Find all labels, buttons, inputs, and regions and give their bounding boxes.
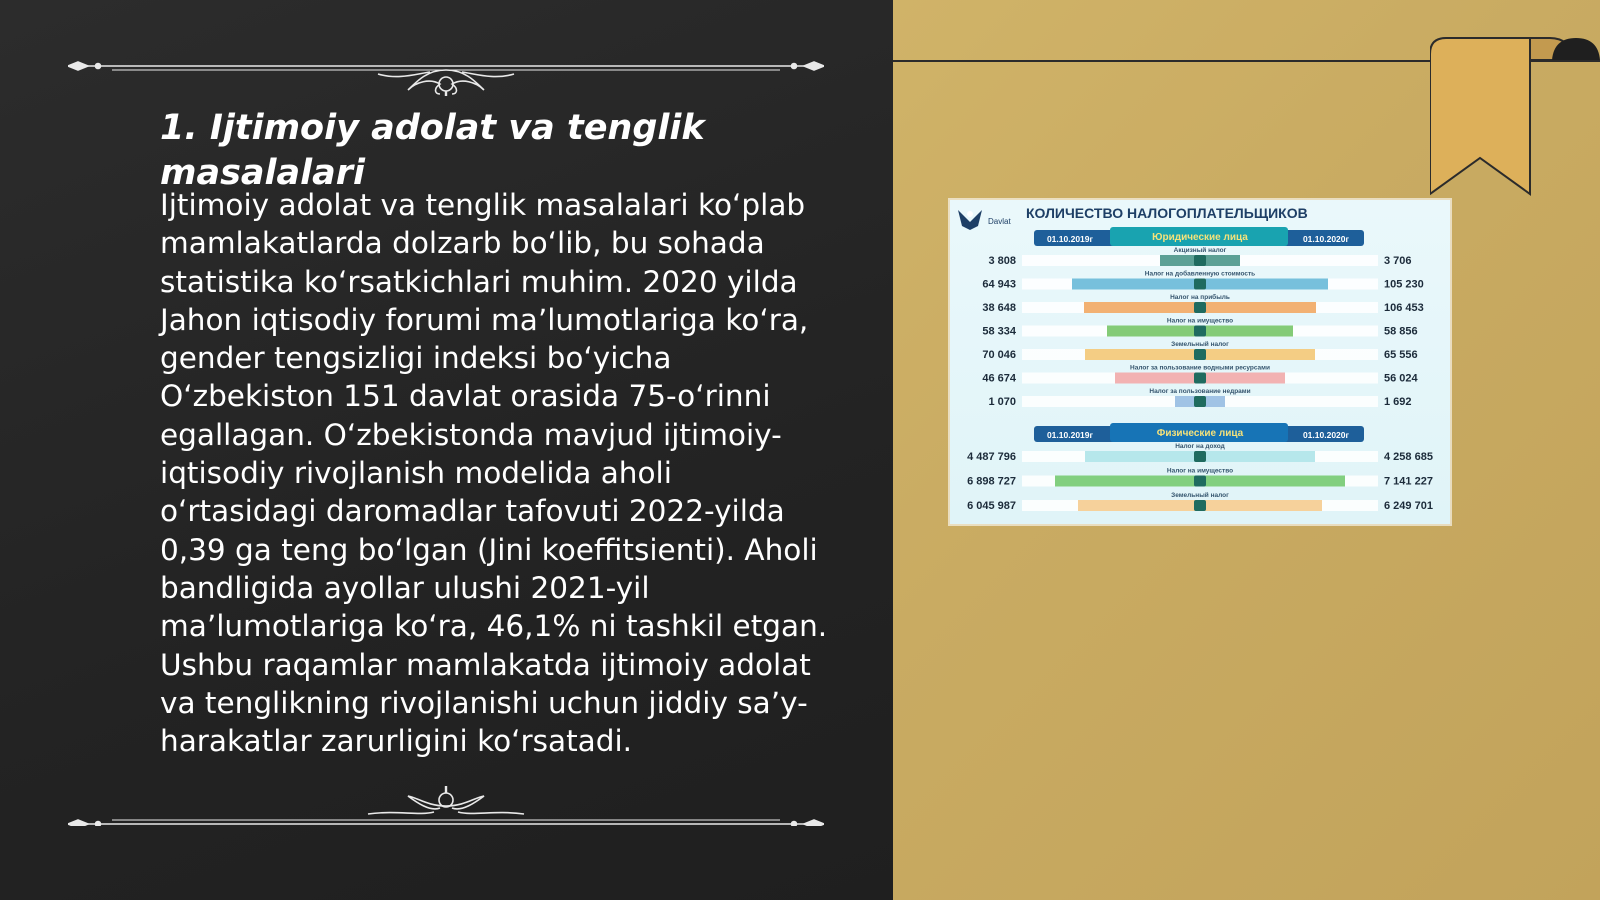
taxpayers-infographic bbox=[950, 200, 1450, 524]
infographic-title: КОЛИЧЕСТВО НАЛОГОПЛАТЕЛЬЩИКОВ bbox=[1026, 205, 1308, 221]
value-2020: 56 024 bbox=[1384, 372, 1418, 385]
ornament-divider-bottom bbox=[68, 770, 824, 826]
date-right-legal: 01.10.2020г bbox=[1302, 234, 1350, 244]
coins-icon bbox=[1194, 302, 1206, 313]
value-2020: 3 706 bbox=[1384, 255, 1412, 267]
row-label: Налог на доход bbox=[1175, 443, 1225, 450]
section-title-individuals: Физические лица bbox=[1156, 428, 1244, 439]
date-right-individuals: 01.10.2020г bbox=[1302, 430, 1350, 440]
row-label: Налог на имущество bbox=[1166, 467, 1234, 475]
logo-icon bbox=[958, 210, 982, 230]
row-label: Налог на прибыль bbox=[1170, 294, 1230, 301]
value-2019: 46 674 bbox=[982, 372, 1016, 385]
value-2019: 3 808 bbox=[988, 255, 1016, 267]
row-label: Налог за пользование недрами bbox=[1149, 388, 1251, 395]
bookmark-ribbon-icon bbox=[1430, 34, 1600, 204]
row-label: Акцизный налог bbox=[1173, 247, 1227, 254]
field-icon bbox=[1194, 500, 1206, 511]
building-icon bbox=[1194, 326, 1206, 337]
tax-rows bbox=[967, 246, 1433, 512]
value-2019: 4 487 796 bbox=[967, 451, 1016, 463]
value-2019: 6 898 727 bbox=[967, 475, 1016, 488]
house-icon bbox=[1194, 476, 1206, 487]
wallet-icon bbox=[1194, 451, 1206, 462]
ornament-divider-top bbox=[68, 40, 824, 96]
slide-body-text: Ijtimoiy adolat va tenglik masalalari ko‘plab mamlakatlarda dolzarb bo‘lib, bu sohada statistika ko‘rsatkichlari muhim. 2020 yilda Jahon iqtisodiy forumi ma’lumotlariga ko‘ra, gender tengsizligi indeksi bo‘yicha O‘zbekiston 151 davlat orasida 75-o‘rinni egallagan. O‘zbekistonda mavjud ijtimoiy-iqtisodiy rivojlanish modelida aholi o‘rtasidagi daromadlar tafovuti 2022-yilda 0,39 ga teng bo‘lgan (Jini koeffitsienti). Aholi bandligida ayollar ulushi 2021-yil ma’lumotlariga ko‘ra, 46,1% ni tashkil etgan. Ushbu raqamlar mamlakatda ijtimoiy adolat va tenglikning rivojlanishi uchun jiddiy sa’y-harakatlar zarurligini ko‘rsatadi. bbox=[160, 188, 828, 759]
value-2019: 6 045 987 bbox=[967, 500, 1016, 512]
date-left-legal: 01.10.2019г bbox=[1046, 234, 1094, 244]
percent-icon bbox=[1194, 279, 1206, 290]
value-2019: 70 046 bbox=[982, 349, 1016, 361]
row-label: Земельный налог bbox=[1171, 492, 1229, 499]
logo-text: Davlat bbox=[988, 217, 1011, 226]
section-title-legal: Юридические лица bbox=[1152, 232, 1248, 243]
date-left-individuals: 01.10.2019г bbox=[1046, 430, 1094, 440]
value-2019: 64 943 bbox=[982, 278, 1016, 291]
land-icon bbox=[1194, 349, 1206, 360]
slide-title: 1. Ijtimoiy adolat va tenglik masalalari bbox=[160, 108, 705, 193]
row-label: Земельный налог bbox=[1171, 341, 1229, 348]
water-icon bbox=[1194, 373, 1206, 384]
value-2020: 1 692 bbox=[1384, 396, 1412, 408]
value-2020: 6 249 701 bbox=[1384, 500, 1433, 512]
row-label: Налог на добавленную стоимость bbox=[1144, 270, 1256, 278]
value-2020: 105 230 bbox=[1384, 278, 1424, 291]
section-header-legal bbox=[1034, 227, 1364, 246]
value-2019: 1 070 bbox=[988, 396, 1016, 408]
row-label: Налог на имущество bbox=[1166, 317, 1234, 325]
value-2020: 106 453 bbox=[1384, 302, 1424, 314]
value-2020: 58 856 bbox=[1384, 325, 1418, 338]
taxpayers-infographic-svg bbox=[950, 200, 1450, 524]
mining-icon bbox=[1194, 396, 1206, 407]
value-2019: 38 648 bbox=[982, 302, 1016, 314]
value-2019: 58 334 bbox=[982, 325, 1016, 338]
value-2020: 7 141 227 bbox=[1384, 475, 1433, 488]
section-header-individuals bbox=[1034, 423, 1364, 442]
value-2020: 65 556 bbox=[1384, 349, 1418, 361]
row-label: Налог за пользование водными ресурсами bbox=[1130, 364, 1270, 372]
value-2020: 4 258 685 bbox=[1384, 451, 1433, 463]
bottle-icon bbox=[1194, 255, 1206, 266]
